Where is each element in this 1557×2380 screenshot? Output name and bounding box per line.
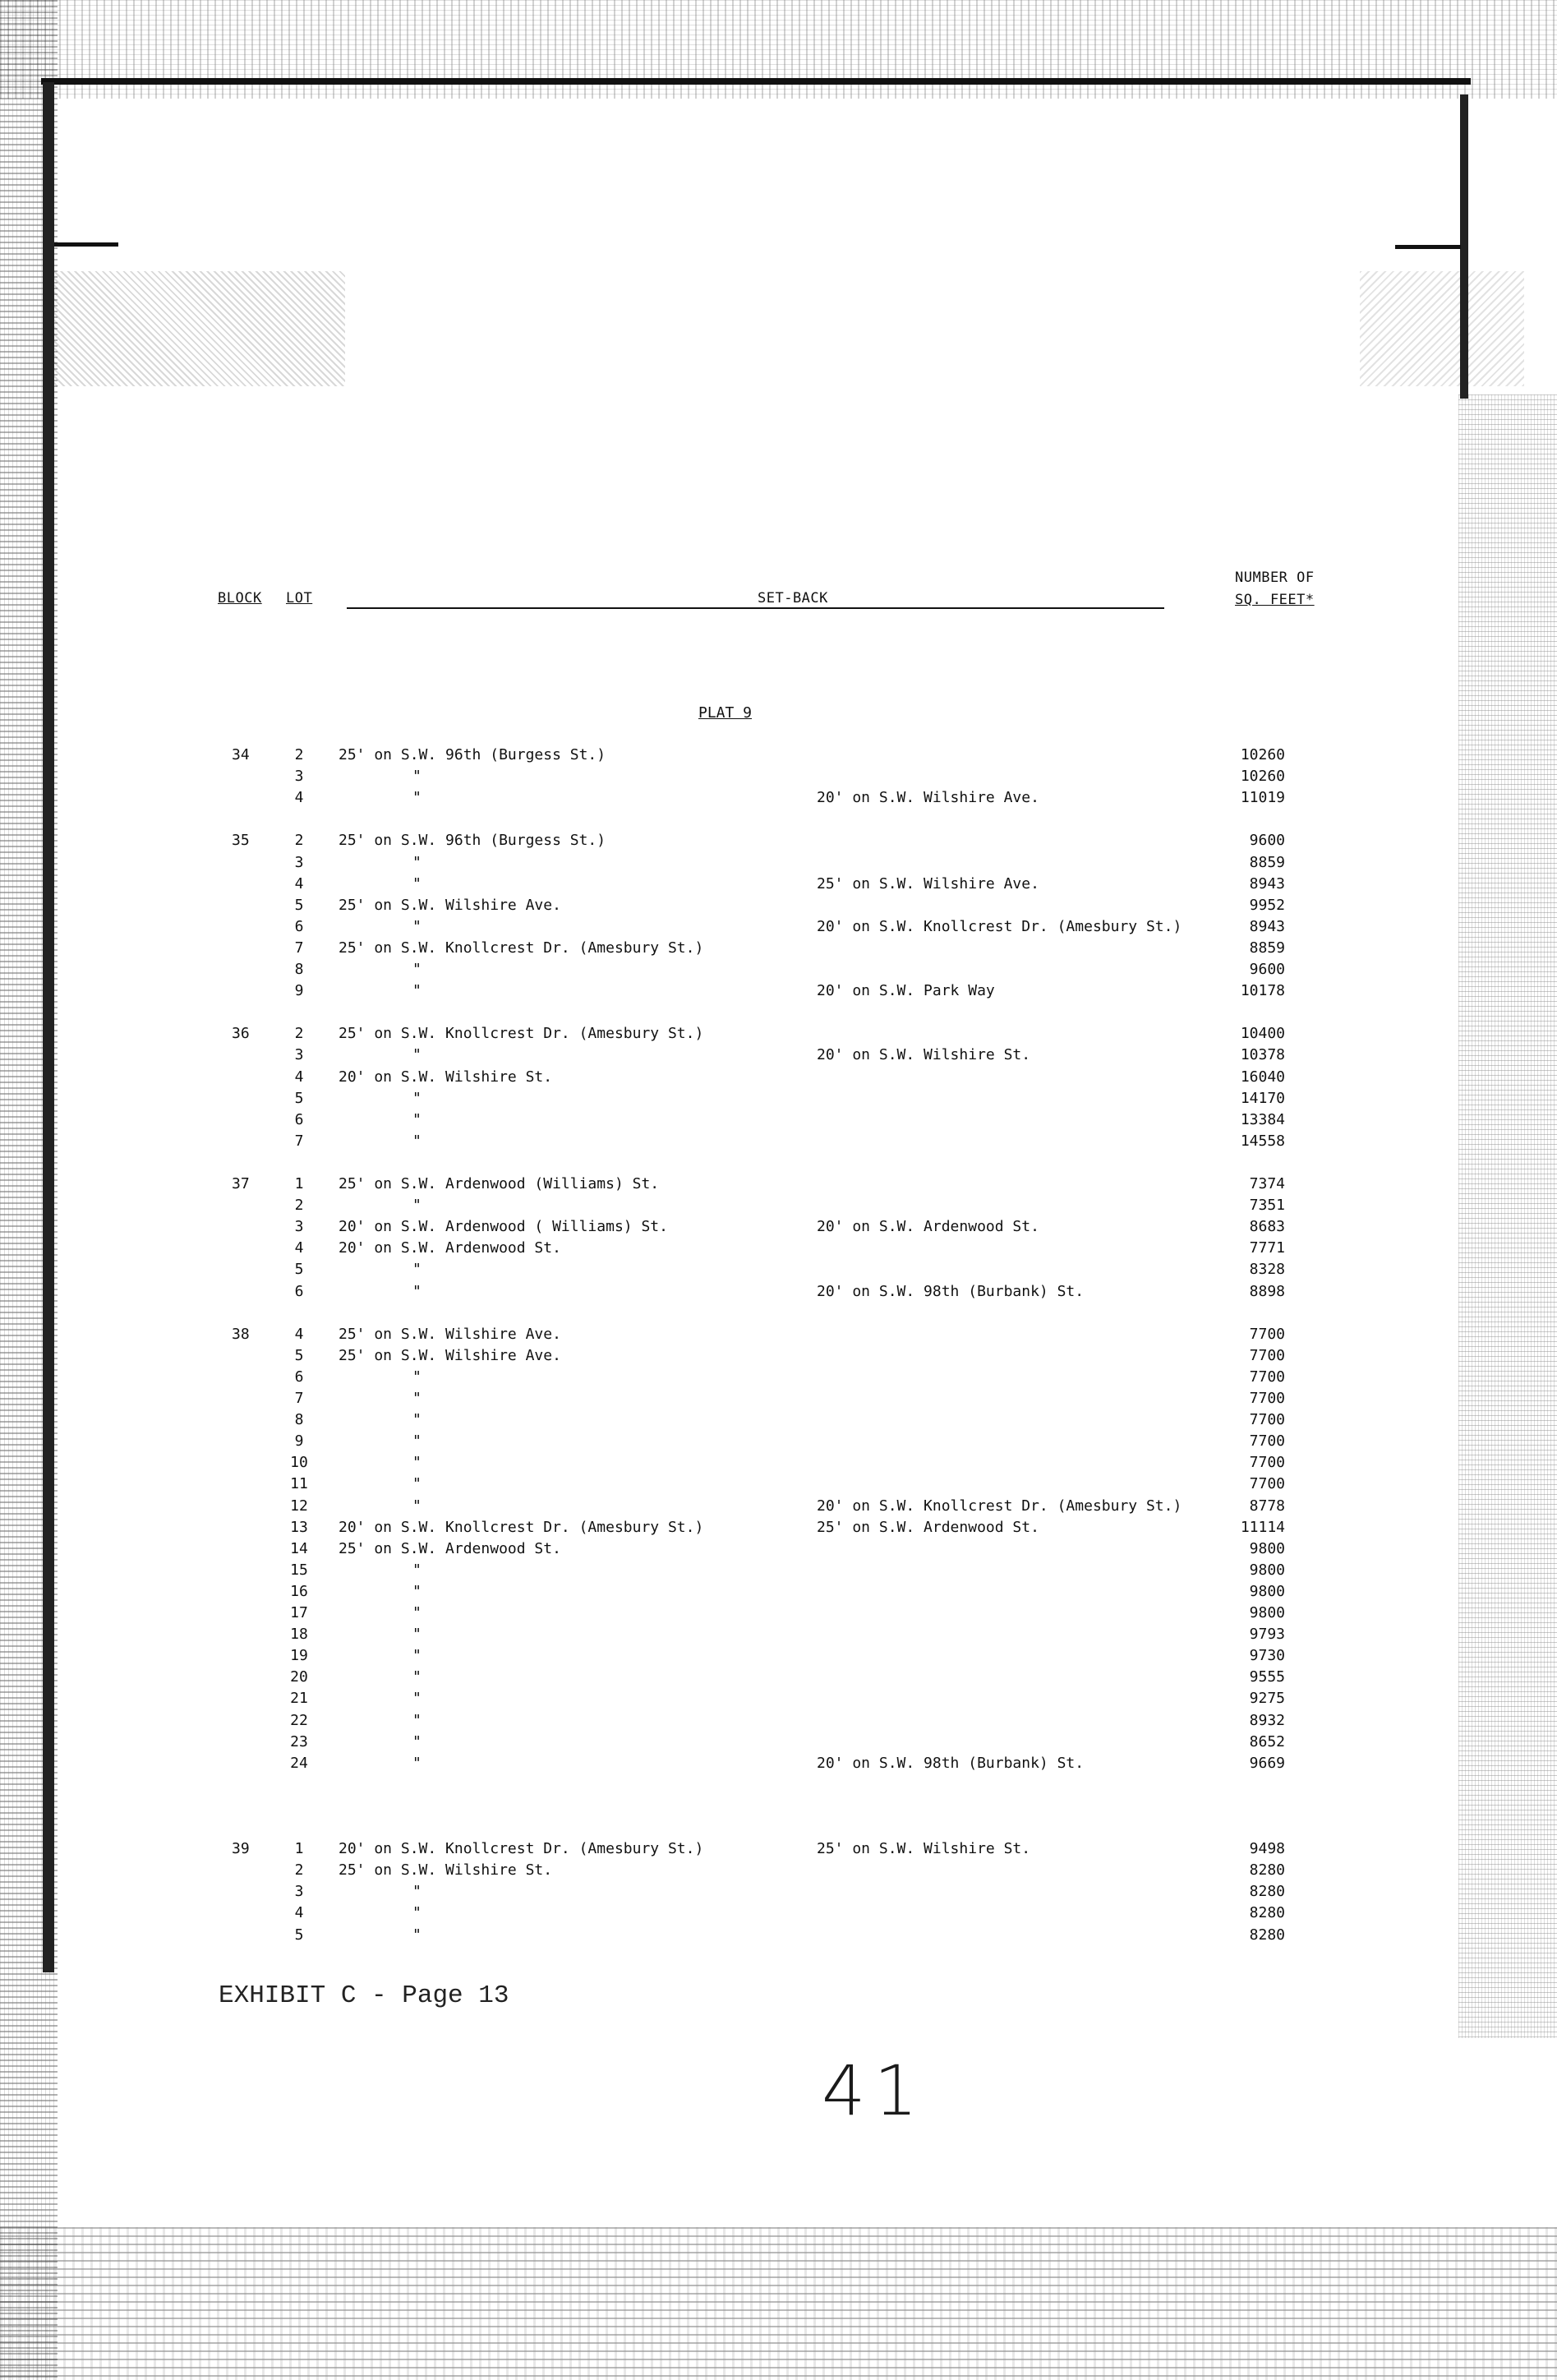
table-row bbox=[0, 1753, 1315, 1774]
lot-cell: 8 bbox=[294, 1411, 304, 1429]
table-row bbox=[0, 1667, 1315, 1688]
lot-cell: 5 bbox=[294, 1089, 304, 1107]
setback-primary-cell: " bbox=[412, 1454, 421, 1472]
table-row bbox=[0, 1195, 1315, 1216]
setback-primary-cell: " bbox=[412, 1647, 421, 1665]
lot-cell: 1 bbox=[294, 1175, 304, 1192]
setback-secondary-cell: 20' on S.W. Knollcrest Dr. (Amesbury St.) bbox=[817, 917, 1182, 935]
lot-cell: 7 bbox=[294, 1390, 304, 1407]
block-cell: 37 bbox=[232, 1175, 250, 1192]
setback-primary-cell: 25' on S.W. 96th (Burgess St.) bbox=[339, 746, 606, 763]
sqft-cell: 7700 bbox=[1249, 1411, 1285, 1429]
table-row bbox=[0, 1496, 1315, 1517]
lot-cell: 17 bbox=[290, 1604, 308, 1621]
lot-cell: 20 bbox=[290, 1668, 308, 1686]
column-header-block: BLOCK bbox=[218, 590, 262, 607]
table-row bbox=[0, 1045, 1315, 1066]
setback-primary-cell: 20' on S.W. Knollcrest Dr. (Amesbury St.) bbox=[339, 1518, 704, 1536]
sqft-cell: 7700 bbox=[1249, 1368, 1285, 1386]
sqft-cell: 9669 bbox=[1249, 1754, 1285, 1772]
setback-primary-cell: " bbox=[412, 768, 421, 786]
setback-primary-cell: " bbox=[412, 789, 421, 807]
lot-cell: 6 bbox=[294, 1110, 304, 1128]
setback-primary-cell: 25' on S.W. Ardenwood (Williams) St. bbox=[339, 1175, 660, 1192]
table-row bbox=[0, 1174, 1315, 1195]
table-row bbox=[0, 1452, 1315, 1474]
lot-cell: 5 bbox=[294, 1926, 304, 1944]
table-row bbox=[0, 1903, 1315, 1924]
sqft-cell: 13384 bbox=[1240, 1110, 1285, 1128]
table-row bbox=[0, 1560, 1315, 1581]
table-row bbox=[0, 1388, 1315, 1409]
sqft-cell: 9600 bbox=[1249, 961, 1285, 978]
setback-primary-cell: " bbox=[412, 1732, 421, 1750]
sqft-cell: 9275 bbox=[1249, 1690, 1285, 1708]
lot-cell: 6 bbox=[294, 1282, 304, 1300]
table-row bbox=[0, 1345, 1315, 1367]
sqft-cell: 7374 bbox=[1249, 1175, 1285, 1192]
lot-cell: 3 bbox=[294, 1218, 304, 1236]
lot-cell: 13 bbox=[290, 1518, 308, 1536]
table-row bbox=[0, 980, 1315, 1002]
sqft-cell: 10260 bbox=[1240, 768, 1285, 786]
lot-cell: 19 bbox=[290, 1647, 308, 1665]
column-header-sqft-line1: NUMBER OF bbox=[1235, 570, 1315, 586]
lot-cell: 6 bbox=[294, 1368, 304, 1386]
lot-cell: 18 bbox=[290, 1626, 308, 1644]
table-row bbox=[0, 1067, 1315, 1088]
setback-primary-cell: 25' on S.W. 96th (Burgess St.) bbox=[339, 832, 606, 850]
sqft-cell: 14170 bbox=[1240, 1089, 1285, 1107]
table-row bbox=[0, 1538, 1315, 1560]
table-row bbox=[0, 1645, 1315, 1667]
setback-primary-cell: " bbox=[412, 1582, 421, 1600]
lot-cell: 16 bbox=[290, 1582, 308, 1600]
setback-primary-cell: " bbox=[412, 1282, 421, 1300]
sqft-cell: 7700 bbox=[1249, 1475, 1285, 1493]
sqft-cell: 7700 bbox=[1249, 1325, 1285, 1343]
lot-cell: 5 bbox=[294, 896, 304, 914]
setback-primary-cell: " bbox=[412, 1561, 421, 1579]
setback-secondary-cell: 25' on S.W. Ardenwood St. bbox=[817, 1518, 1039, 1536]
table-row bbox=[0, 787, 1315, 809]
setback-primary-cell: " bbox=[412, 1368, 421, 1386]
block-cell: 34 bbox=[232, 746, 250, 763]
setback-primary-cell: " bbox=[412, 1261, 421, 1279]
sqft-cell: 9730 bbox=[1249, 1647, 1285, 1665]
table-row bbox=[0, 916, 1315, 938]
table-row bbox=[0, 1603, 1315, 1624]
sqft-cell: 11114 bbox=[1240, 1518, 1285, 1536]
table-row bbox=[0, 1624, 1315, 1645]
table-row bbox=[0, 1259, 1315, 1280]
setback-primary-cell: " bbox=[412, 1497, 421, 1515]
sqft-cell: 9800 bbox=[1249, 1561, 1285, 1579]
sqft-cell: 9952 bbox=[1249, 896, 1285, 914]
setback-primary-cell: " bbox=[412, 1754, 421, 1772]
sqft-cell: 11019 bbox=[1240, 789, 1285, 807]
setback-primary-cell: " bbox=[412, 1197, 421, 1215]
setback-secondary-cell: 20' on S.W. 98th (Burbank) St. bbox=[817, 1282, 1085, 1300]
lot-cell: 4 bbox=[294, 1068, 304, 1086]
block-cell: 39 bbox=[232, 1840, 250, 1858]
table-row bbox=[0, 745, 1315, 766]
sqft-cell: 7700 bbox=[1249, 1390, 1285, 1407]
setback-primary-cell: " bbox=[412, 853, 421, 871]
sqft-cell: 9800 bbox=[1249, 1604, 1285, 1621]
sqft-cell: 7771 bbox=[1249, 1239, 1285, 1257]
lot-cell: 2 bbox=[294, 832, 304, 850]
sqft-cell: 10178 bbox=[1240, 982, 1285, 1000]
setback-primary-cell: " bbox=[412, 1390, 421, 1407]
setback-primary-cell: 20' on S.W. Ardenwood ( Williams) St. bbox=[339, 1218, 668, 1236]
sqft-cell: 8778 bbox=[1249, 1497, 1285, 1515]
table-row bbox=[0, 1581, 1315, 1603]
setback-primary-cell: " bbox=[412, 1432, 421, 1451]
setback-primary-cell: " bbox=[412, 917, 421, 935]
lot-cell: 24 bbox=[290, 1754, 308, 1772]
setback-primary-cell: 20' on S.W. Ardenwood St. bbox=[339, 1239, 561, 1257]
lot-cell: 6 bbox=[294, 917, 304, 935]
lot-cell: 5 bbox=[294, 1346, 304, 1364]
setback-primary-cell: " bbox=[412, 1883, 421, 1901]
sqft-cell: 9600 bbox=[1249, 832, 1285, 850]
sqft-cell: 10378 bbox=[1240, 1046, 1285, 1064]
setback-secondary-cell: 20' on S.W. Knollcrest Dr. (Amesbury St.) bbox=[817, 1497, 1182, 1515]
lot-cell: 14 bbox=[290, 1539, 308, 1557]
table-row bbox=[0, 1881, 1315, 1903]
table-row bbox=[0, 959, 1315, 980]
sqft-cell: 9555 bbox=[1249, 1668, 1285, 1686]
lot-cell: 15 bbox=[290, 1561, 308, 1579]
setback-primary-cell: " bbox=[412, 1690, 421, 1708]
sqft-cell: 8280 bbox=[1249, 1861, 1285, 1880]
lot-cell: 10 bbox=[290, 1454, 308, 1472]
sqft-cell: 8280 bbox=[1249, 1883, 1285, 1901]
setback-secondary-cell: 20' on S.W. Wilshire St. bbox=[817, 1046, 1031, 1064]
setback-primary-cell: " bbox=[412, 1411, 421, 1429]
lot-cell: 7 bbox=[294, 1132, 304, 1150]
lot-cell: 1 bbox=[294, 1840, 304, 1858]
table-row bbox=[0, 1088, 1315, 1109]
sqft-cell: 16040 bbox=[1240, 1068, 1285, 1086]
sqft-cell: 7700 bbox=[1249, 1432, 1285, 1451]
sqft-cell: 8932 bbox=[1249, 1711, 1285, 1729]
sqft-cell: 8943 bbox=[1249, 874, 1285, 892]
lot-cell: 4 bbox=[294, 1325, 304, 1343]
setback-primary-cell: " bbox=[412, 1110, 421, 1128]
sqft-cell: 8280 bbox=[1249, 1926, 1285, 1944]
lot-cell: 12 bbox=[290, 1497, 308, 1515]
block-cell: 35 bbox=[232, 832, 250, 850]
table-row bbox=[0, 1367, 1315, 1388]
table-row bbox=[0, 1023, 1315, 1045]
setback-primary-cell: " bbox=[412, 1046, 421, 1064]
setback-secondary-cell: 20' on S.W. 98th (Burbank) St. bbox=[817, 1754, 1085, 1772]
column-header-sqft bbox=[1235, 567, 1315, 611]
lot-cell: 5 bbox=[294, 1261, 304, 1279]
sqft-cell: 9800 bbox=[1249, 1539, 1285, 1557]
table-row bbox=[0, 1131, 1315, 1152]
table-row bbox=[0, 874, 1315, 895]
setback-primary-cell: " bbox=[412, 961, 421, 978]
table-row bbox=[0, 1860, 1315, 1881]
table-row bbox=[0, 852, 1315, 874]
handwritten-page-number: 41 bbox=[822, 2050, 926, 2131]
setback-primary-cell: " bbox=[412, 1089, 421, 1107]
lot-cell: 22 bbox=[290, 1711, 308, 1729]
lot-cell: 9 bbox=[294, 1432, 304, 1451]
table-row bbox=[0, 1838, 1315, 1860]
table-row bbox=[0, 1925, 1315, 1946]
plat-title: PLAT 9 bbox=[698, 704, 753, 722]
sqft-cell: 8280 bbox=[1249, 1904, 1285, 1922]
lot-cell: 2 bbox=[294, 1025, 304, 1043]
lot-cell: 21 bbox=[290, 1690, 308, 1708]
setback-primary-cell: 25' on S.W. Wilshire Ave. bbox=[339, 896, 561, 914]
lot-cell: 2 bbox=[294, 746, 304, 763]
column-header-setback: SET-BACK bbox=[754, 590, 831, 607]
setback-primary-cell: 25' on S.W. Wilshire Ave. bbox=[339, 1346, 561, 1364]
lot-cell: 4 bbox=[294, 1239, 304, 1257]
setback-primary-cell: 25' on S.W. Knollcrest Dr. (Amesbury St.) bbox=[339, 1025, 704, 1043]
sqft-cell: 14558 bbox=[1240, 1132, 1285, 1150]
sqft-cell: 8652 bbox=[1249, 1732, 1285, 1750]
setback-primary-cell: 25' on S.W. Ardenwood St. bbox=[339, 1539, 561, 1557]
setback-primary-cell: 25' on S.W. Wilshire St. bbox=[339, 1861, 553, 1880]
table-row bbox=[0, 766, 1315, 787]
sqft-cell: 8898 bbox=[1249, 1282, 1285, 1300]
sqft-cell: 7700 bbox=[1249, 1454, 1285, 1472]
lot-cell: 11 bbox=[290, 1475, 308, 1493]
lot-cell: 3 bbox=[294, 1046, 304, 1064]
lot-cell: 7 bbox=[294, 939, 304, 957]
setback-secondary-cell: 25' on S.W. Wilshire Ave. bbox=[817, 874, 1039, 892]
setback-primary-cell: " bbox=[412, 1604, 421, 1621]
setback-secondary-cell: 20' on S.W. Wilshire Ave. bbox=[817, 789, 1039, 807]
table-row bbox=[0, 1281, 1315, 1303]
sqft-cell: 10400 bbox=[1240, 1025, 1285, 1043]
sqft-cell: 7700 bbox=[1249, 1346, 1285, 1364]
setback-primary-cell: 25' on S.W. Wilshire Ave. bbox=[339, 1325, 561, 1343]
lot-cell: 3 bbox=[294, 768, 304, 786]
sqft-cell: 8859 bbox=[1249, 853, 1285, 871]
setback-primary-cell: " bbox=[412, 1904, 421, 1922]
lot-cell: 4 bbox=[294, 789, 304, 807]
sqft-cell: 9793 bbox=[1249, 1626, 1285, 1644]
lot-cell: 2 bbox=[294, 1861, 304, 1880]
lot-cell: 3 bbox=[294, 853, 304, 871]
block-cell: 38 bbox=[232, 1325, 250, 1343]
sqft-cell: 10260 bbox=[1240, 746, 1285, 763]
block-cell: 36 bbox=[232, 1025, 250, 1043]
lot-cell: 2 bbox=[294, 1197, 304, 1215]
table-row bbox=[0, 1238, 1315, 1259]
table-row bbox=[0, 1474, 1315, 1495]
header-rule bbox=[347, 607, 1164, 609]
setback-primary-cell: " bbox=[412, 1711, 421, 1729]
table-row bbox=[0, 895, 1315, 916]
lot-cell: 9 bbox=[294, 982, 304, 1000]
setback-primary-cell: " bbox=[412, 1475, 421, 1493]
table-row bbox=[0, 1216, 1315, 1238]
lot-cell: 8 bbox=[294, 961, 304, 978]
table-row bbox=[0, 1109, 1315, 1131]
setback-primary-cell: 20' on S.W. Wilshire St. bbox=[339, 1068, 553, 1086]
setback-secondary-cell: 20' on S.W. Park Way bbox=[817, 982, 995, 1000]
table-row bbox=[0, 1517, 1315, 1538]
setback-primary-cell: " bbox=[412, 874, 421, 892]
table-row bbox=[0, 1688, 1315, 1709]
sqft-cell: 8943 bbox=[1249, 917, 1285, 935]
sqft-cell: 8859 bbox=[1249, 939, 1285, 957]
table-row bbox=[0, 938, 1315, 959]
exhibit-label: EXHIBIT C - Page 13 bbox=[219, 1981, 509, 2010]
setback-primary-cell: 20' on S.W. Knollcrest Dr. (Amesbury St.) bbox=[339, 1840, 704, 1858]
setback-secondary-cell: 25' on S.W. Wilshire St. bbox=[817, 1840, 1031, 1858]
setback-primary-cell: " bbox=[412, 1926, 421, 1944]
sqft-cell: 8328 bbox=[1249, 1261, 1285, 1279]
column-header-sqft-line2: SQ. FEET* bbox=[1235, 592, 1315, 608]
table-row bbox=[0, 830, 1315, 851]
lot-cell: 3 bbox=[294, 1883, 304, 1901]
table-row bbox=[0, 1409, 1315, 1431]
table-row bbox=[0, 1431, 1315, 1452]
sqft-cell: 8683 bbox=[1249, 1218, 1285, 1236]
table-row bbox=[0, 1732, 1315, 1753]
setback-secondary-cell: 20' on S.W. Ardenwood St. bbox=[817, 1218, 1039, 1236]
setback-primary-cell: " bbox=[412, 1668, 421, 1686]
sqft-cell: 7351 bbox=[1249, 1197, 1285, 1215]
sqft-cell: 9800 bbox=[1249, 1582, 1285, 1600]
lot-cell: 4 bbox=[294, 874, 304, 892]
setback-primary-cell: " bbox=[412, 1132, 421, 1150]
sqft-cell: 9498 bbox=[1249, 1840, 1285, 1858]
lot-cell: 4 bbox=[294, 1904, 304, 1922]
column-header-lot: LOT bbox=[286, 590, 313, 607]
table-row bbox=[0, 1710, 1315, 1732]
lot-cell: 23 bbox=[290, 1732, 308, 1750]
setback-primary-cell: 25' on S.W. Knollcrest Dr. (Amesbury St.) bbox=[339, 939, 704, 957]
table-row bbox=[0, 1324, 1315, 1345]
setback-primary-cell: " bbox=[412, 1626, 421, 1644]
setback-primary-cell: " bbox=[412, 982, 421, 1000]
